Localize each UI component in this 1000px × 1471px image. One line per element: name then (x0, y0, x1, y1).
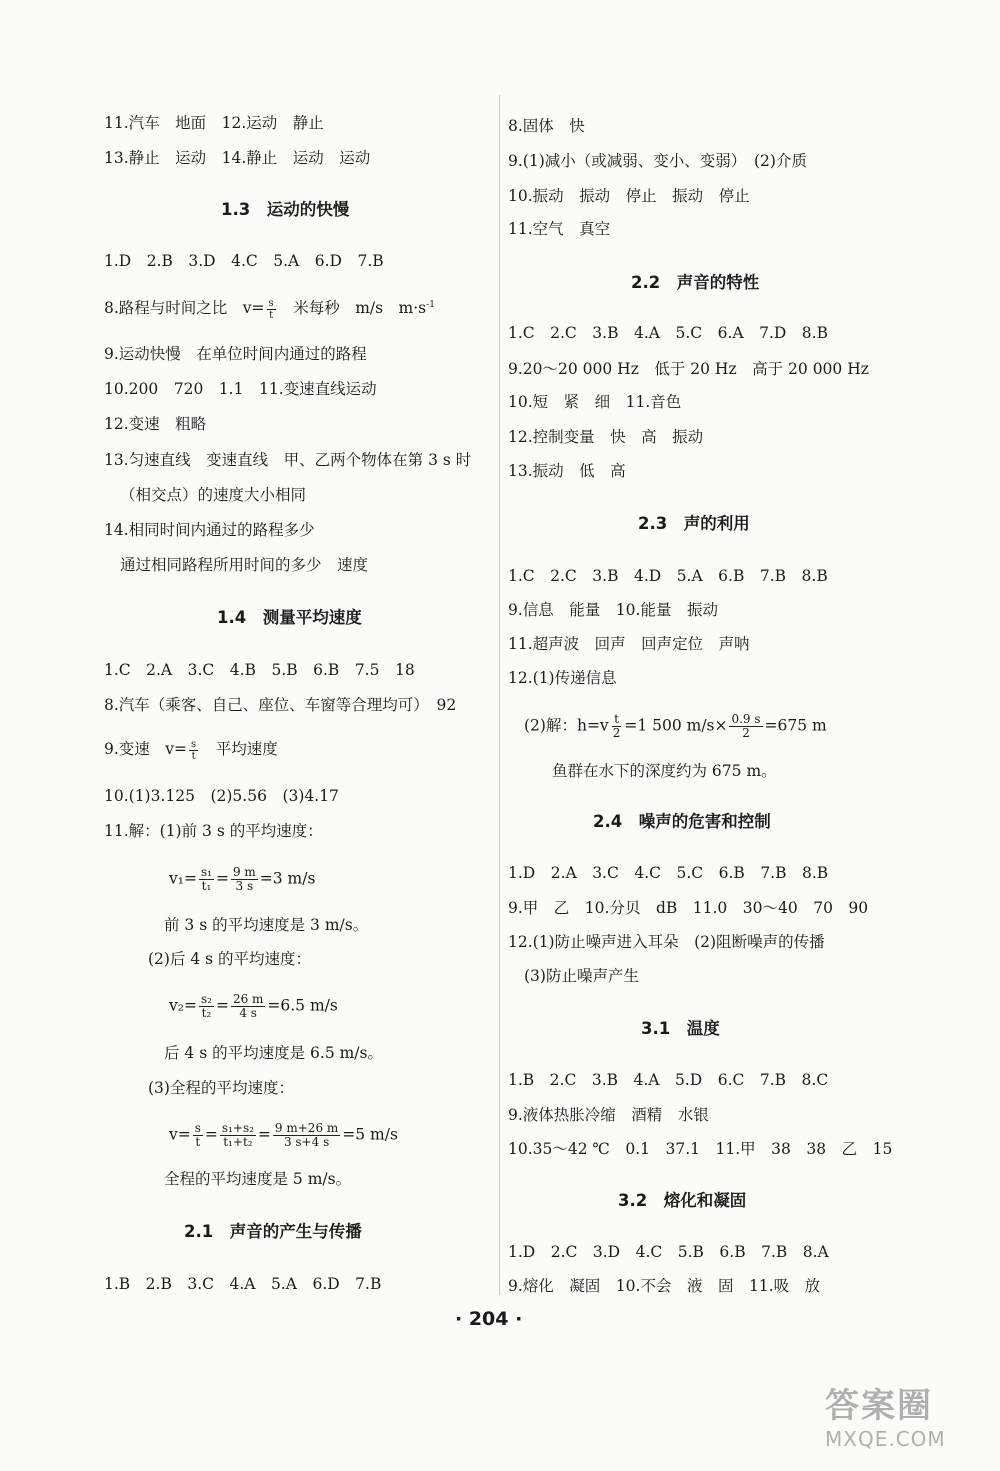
numerator: 26 m (232, 992, 264, 1006)
text-segment: v₂= (169, 996, 197, 1015)
watermark-logo (825, 1378, 985, 1463)
answer-line: 全程的平均速度是 5 m/s。 (164, 1170, 352, 1188)
answer-line: 9.液体热胀冷缩 酒精 水银 (508, 1106, 709, 1124)
answer-line: 10.振动 振动 停止 振动 停止 (508, 187, 750, 205)
denominator: t₁+t₂ (223, 1135, 253, 1149)
numerator: s₁+s₂ (221, 1121, 254, 1135)
answer-line: 1.C 2.C 3.B 4.D 5.A 6.B 7.B 8.B (508, 567, 828, 585)
answer-line: （相交点）的速度大小相同 (120, 486, 307, 504)
section-heading-3-2: 3.2 熔化和凝固 (618, 1191, 747, 1210)
page-number: · 204 · (455, 1308, 523, 1330)
watermark-url: MXQE.COM (825, 1427, 946, 1451)
text-segment: =675 m (764, 716, 827, 735)
numerator: t (614, 712, 619, 726)
equation: v= $\frac{s}{t}$ = $\frac{\text{s₁+s₂}}{\text{t₁+t₂}}$ = $\frac{9 m+26 m}{3 s+4 s}$ =5 m/s (169, 1121, 398, 1149)
numerator: s (194, 1121, 201, 1135)
answer-line: 1.B 2.C 3.B 4.A 5.D 6.C 7.B 8.C (508, 1071, 829, 1089)
answer-line-formula (104, 738, 278, 762)
answer-line: (2)后 4 s 的平均速度： (148, 950, 312, 968)
column-divider (499, 95, 500, 1295)
numerator: s (191, 738, 197, 750)
equation (524, 713, 827, 740)
answer-line: 1.D 2.B 3.D 4.C 5.A 6.D 7.B (104, 252, 384, 270)
denominator: t₂ (201, 1006, 212, 1020)
answer-line: 1.C 2.C 3.B 4.A 5.C 6.A 7.D 8.B (508, 324, 828, 342)
answer-line: 9.(1)减小（或减弱、变小、变弱） (2)介质 (508, 152, 807, 170)
answer-line: 后 4 s 的平均速度是 6.5 m/s。 (164, 1044, 383, 1062)
answer-line: 8.固体 快 (508, 117, 585, 135)
section-heading-1-3: 1.3 运动的快慢 (221, 200, 350, 219)
answer-line: 9.20～20 000 Hz 低于 20 Hz 高于 20 000 Hz (508, 360, 869, 378)
text-segment: 平均速度 (200, 740, 278, 758)
fraction (231, 866, 258, 893)
answer-line: 9.运动快慢 在单位时间内通过的路程 (104, 345, 367, 363)
section-heading-1-4: 1.4 测量平均速度 (217, 608, 362, 627)
denominator: t (269, 309, 274, 321)
fraction (199, 866, 214, 893)
denominator: 4 s (239, 1006, 257, 1020)
answer-line: 1.D 2.A 3.C 4.C 5.C 6.B 7.B 8.B (508, 864, 829, 882)
watermark-text: 答案圈 (825, 1386, 933, 1426)
numerator: s (268, 297, 274, 309)
answer-line: 9.信息 能量 10.能量 振动 (508, 601, 718, 619)
answer-line: 11.空气 真空 (508, 220, 611, 238)
text-segment: 8.路程与时间之比 v= (104, 299, 265, 318)
text-segment: =5 m/s (342, 1125, 398, 1144)
fraction (611, 713, 623, 740)
numerator: 9 m+26 m (274, 1121, 339, 1135)
denominator: 2 (612, 726, 621, 740)
section-heading-2-3: 2.3 声的利用 (638, 514, 750, 533)
denominator: 3 s+4 s (283, 1135, 330, 1149)
equation: v₁= $\frac{\text{s₁}}{\text{t₁}}$ = $\frac{9 m}{3 s}$ =3 m/s (169, 865, 316, 893)
answer-line: 12.(1)防止噪声进入耳朵 (2)阻断噪声的传播 (508, 933, 825, 951)
answer-line: 13.匀速直线 变速直线 甲、乙两个物体在第 3 s 时 (104, 451, 472, 469)
answer-line: 8.汽车（乘客、自己、座位、车窗等合理均可） 92 (104, 696, 457, 714)
denominator: t (195, 1135, 201, 1149)
answer-line-formula (104, 294, 435, 321)
answer-line: 11.超声波 回声 回声定位 声呐 (508, 635, 750, 653)
answer-line: 11.解：(1)前 3 s 的平均速度： (104, 822, 323, 840)
text-segment: v= (169, 1125, 191, 1144)
fraction (273, 1122, 340, 1149)
answer-line: 前 3 s 的平均速度是 3 m/s。 (164, 916, 369, 934)
fraction (189, 739, 198, 762)
denominator: t (191, 750, 196, 762)
superscript: -1 (426, 300, 435, 310)
answer-line: 鱼群在水下的深度约为 675 m。 (552, 762, 777, 780)
fraction (199, 993, 214, 1020)
denominator: 2 (742, 726, 750, 740)
answer-line: 10.35～42 ℃ 0.1 37.1 11.甲 38 38 乙 15 (508, 1140, 893, 1158)
answer-line: 12.控制变量 快 高 振动 (508, 428, 704, 446)
section-heading-2-2: 2.2 声音的特性 (631, 273, 760, 292)
fraction (267, 298, 276, 321)
answer-line: (3)全程的平均速度： (148, 1079, 294, 1097)
section-heading-3-1: 3.1 温度 (641, 1019, 720, 1038)
section-heading-2-4: 2.4 噪声的危害和控制 (593, 812, 771, 831)
answer-line: 13.静止 运动 14.静止 运动 运动 (104, 149, 371, 167)
answer-line: 9.熔化 凝固 10.不会 液 固 11.吸 放 (508, 1277, 821, 1295)
answer-line: 14.相同时间内通过的路程多少 (104, 521, 315, 539)
answer-line: 11.汽车 地面 12.运动 静止 (104, 114, 324, 132)
fraction (231, 993, 265, 1020)
answer-line: 10.短 紧 细 11.音色 (508, 393, 682, 411)
answer-line: 1.B 2.B 3.C 4.A 5.A 6.D 7.B (104, 1275, 382, 1293)
fraction (729, 713, 762, 740)
numerator: s₁ (200, 865, 212, 879)
text-segment: v₁= (169, 869, 197, 888)
denominator: 3 s (235, 879, 254, 893)
numerator: 9 m (232, 865, 256, 879)
answer-line: (3)防止噪声产生 (524, 967, 639, 985)
equation: v₂= $\frac{\text{s₂}}{\text{t₂}}$ = $\frac{26 m}{4 s}$ =6.5 m/s (169, 992, 338, 1020)
answer-line: 1.C 2.A 3.C 4.B 5.B 6.B 7.5 18 (104, 661, 415, 679)
text-segment: 9.变速 v= (104, 740, 188, 758)
answer-line: 通过相同路程所用时间的多少 速度 (120, 556, 369, 574)
text-segment: (2)解：h=v (524, 716, 609, 735)
fraction (220, 1122, 256, 1149)
answer-line: 10.(1)3.125 (2)5.56 (3)4.17 (104, 787, 339, 805)
text-segment: =3 m/s (259, 869, 316, 888)
answer-line: 9.甲 乙 10.分贝 dB 11.0 30～40 70 90 (508, 899, 869, 917)
text-segment: 米每秒 m/s m·s (277, 299, 427, 318)
answer-line: 12.变速 粗略 (104, 415, 207, 433)
answer-line: 13.振动 低 高 (508, 462, 626, 480)
section-heading-2-1: 2.1 声音的产生与传播 (184, 1222, 362, 1241)
text-segment: =1 500 m/s× (624, 716, 728, 735)
fraction (193, 1122, 203, 1149)
answer-line: 12.(1)传递信息 (508, 669, 617, 687)
text-segment: =6.5 m/s (267, 996, 338, 1015)
numerator: s₂ (200, 992, 212, 1006)
answer-line: 10.200 720 1.1 11.变速直线运动 (104, 380, 377, 398)
denominator: t₁ (201, 879, 212, 893)
answer-line: 1.D 2.C 3.D 4.C 5.B 6.B 7.B 8.A (508, 1243, 829, 1261)
numerator: 0.9 s (731, 712, 761, 726)
